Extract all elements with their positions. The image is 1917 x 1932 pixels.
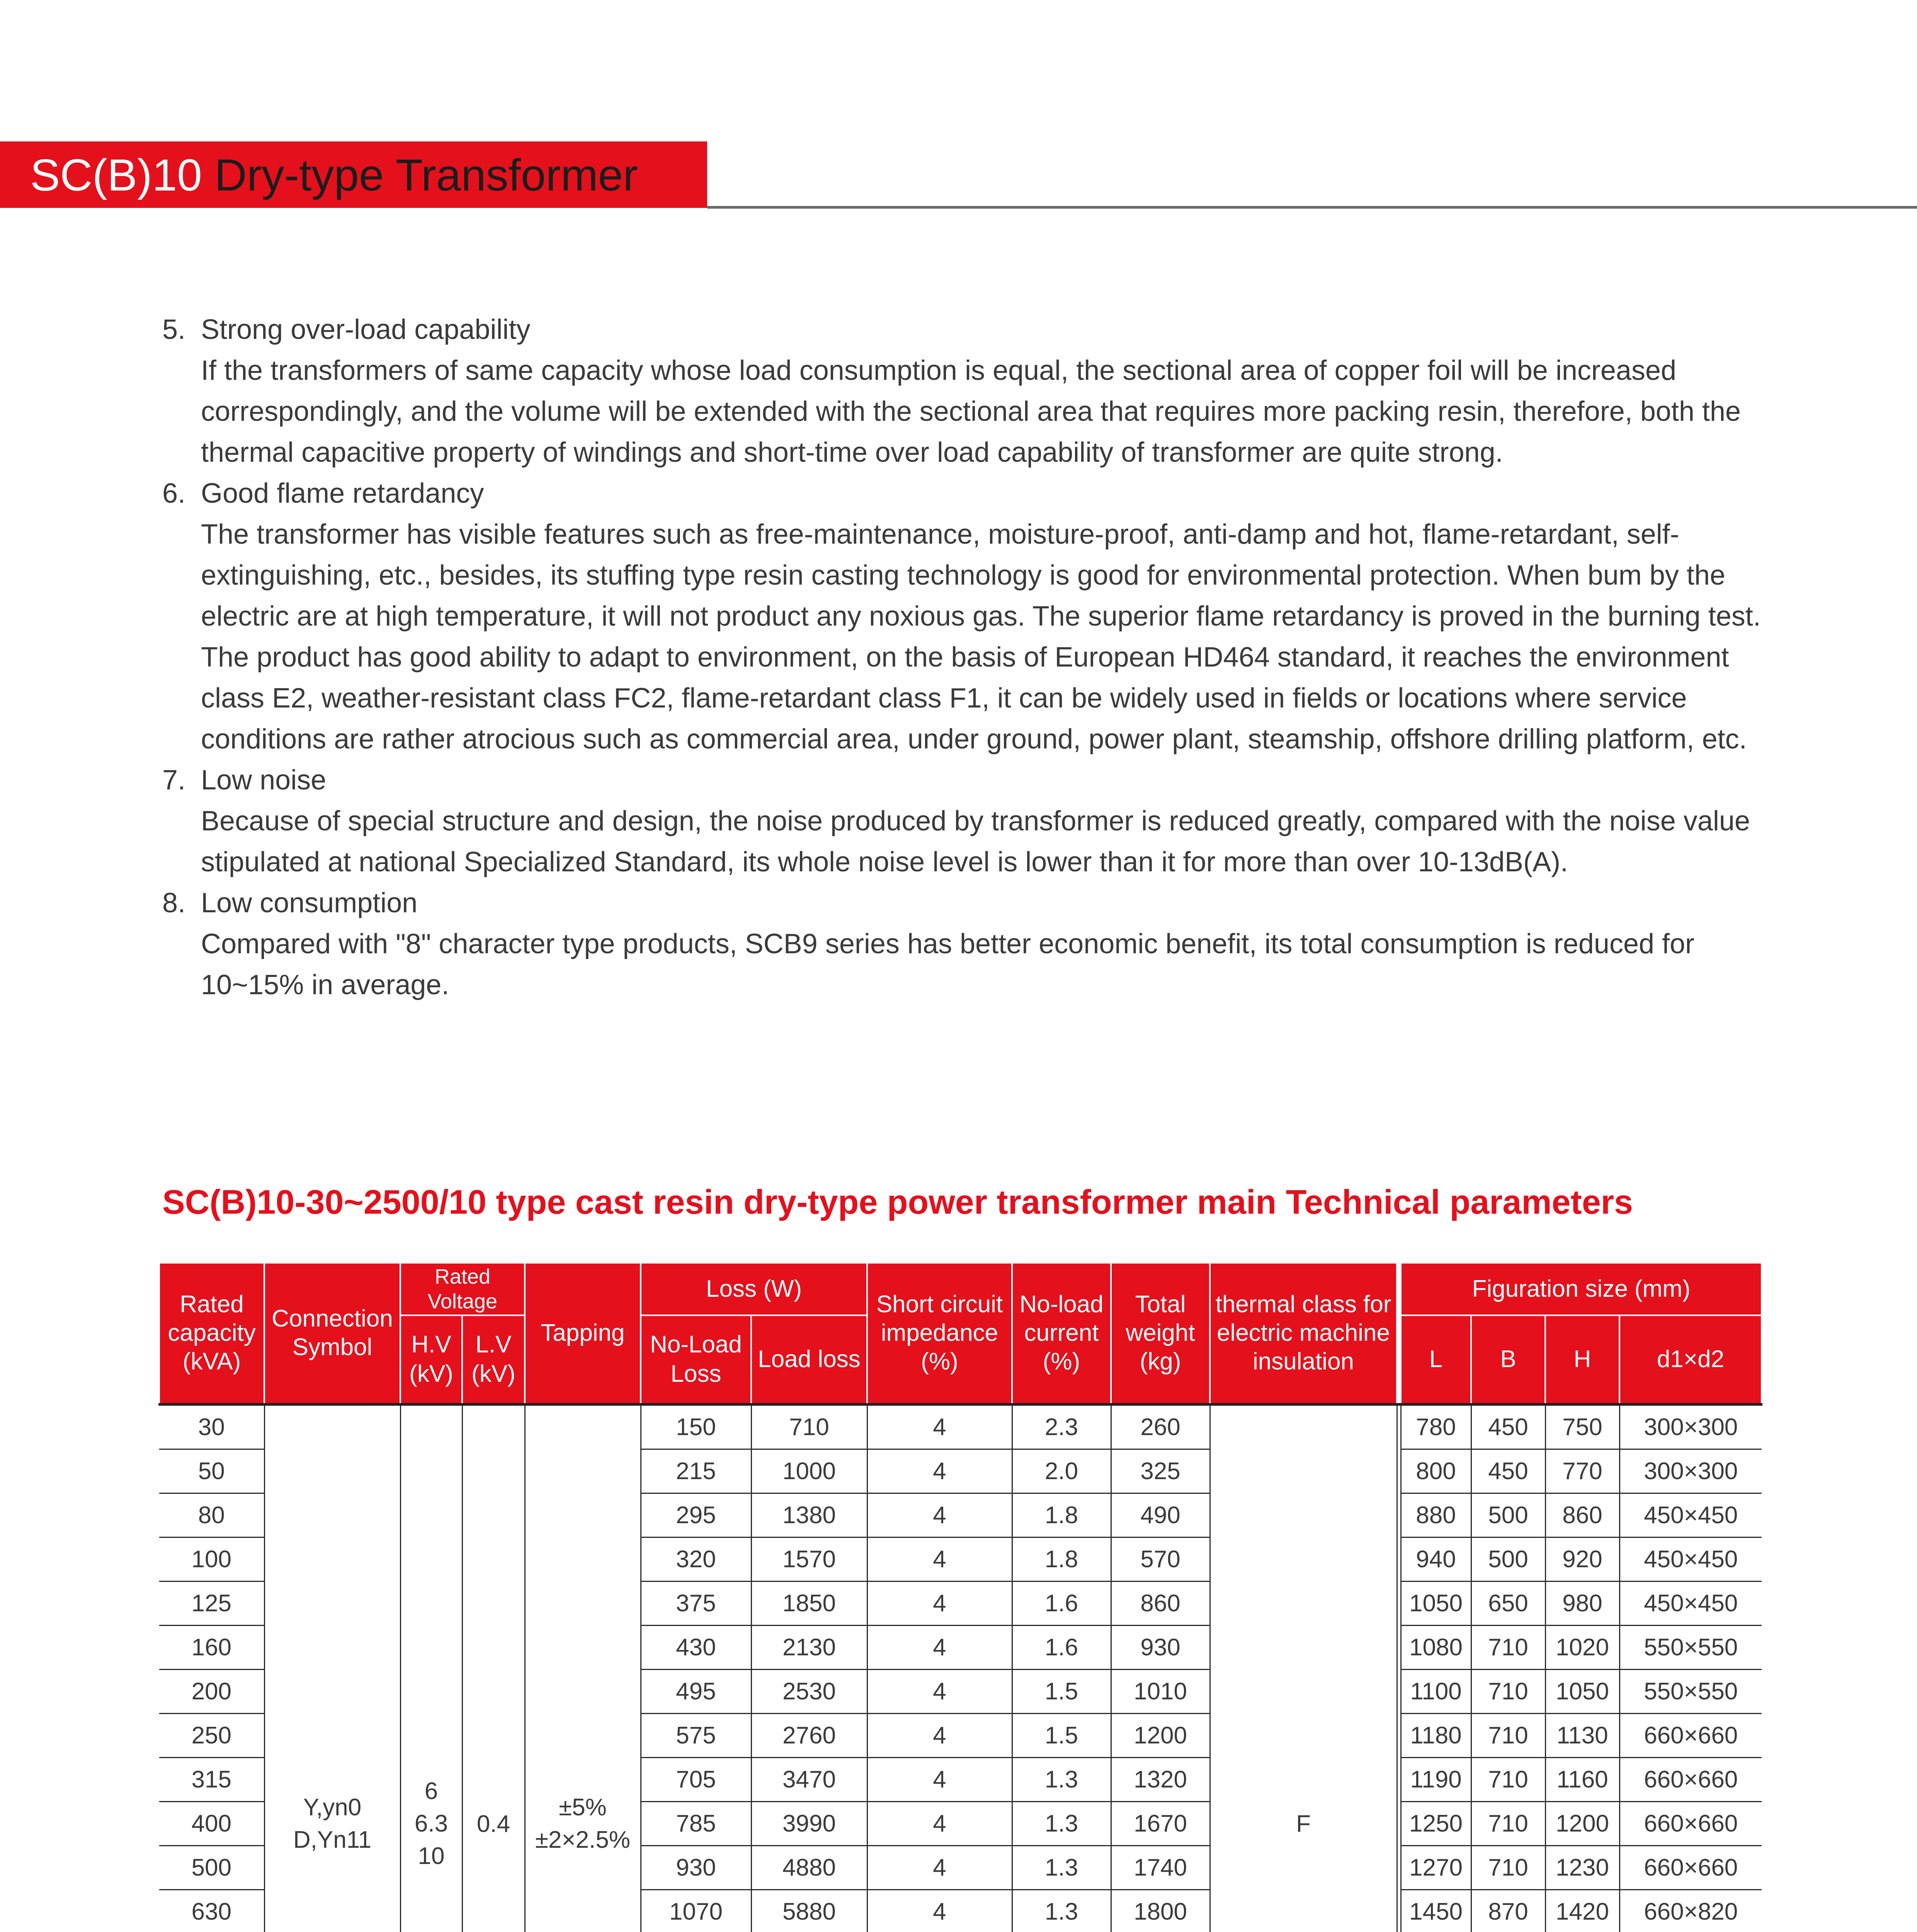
cell-load-loss: 1380 bbox=[751, 1493, 867, 1537]
cell-no-load-loss: 295 bbox=[641, 1493, 751, 1537]
cell-thermal-class: F bbox=[1210, 1404, 1397, 1932]
cell-L: 1250 bbox=[1401, 1801, 1471, 1845]
cell-load-loss: 5880 bbox=[751, 1889, 867, 1932]
cell-load-loss: 3470 bbox=[751, 1757, 867, 1801]
feature-item bbox=[162, 309, 1766, 473]
cell-capacity: 125 bbox=[159, 1581, 264, 1625]
cell-capacity: 400 bbox=[159, 1801, 264, 1845]
cell-d1d2: 660×660 bbox=[1619, 1713, 1762, 1757]
title-prefix: SC(B)10 bbox=[30, 150, 202, 200]
cell-B: 870 bbox=[1471, 1889, 1545, 1932]
header-B: B bbox=[1471, 1315, 1545, 1404]
cell-H: 1130 bbox=[1545, 1713, 1619, 1757]
feature-number: 7. bbox=[162, 765, 186, 796]
cell-total-weight: 1740 bbox=[1111, 1845, 1210, 1889]
title-rest: Dry-type Transformer bbox=[202, 150, 638, 200]
cell-no-load-current: 1.3 bbox=[1012, 1889, 1111, 1932]
cell-connection-symbol bbox=[264, 1404, 400, 1932]
cell-B: 710 bbox=[1471, 1845, 1545, 1889]
cell-H: 1200 bbox=[1545, 1801, 1619, 1845]
cell-no-load-loss: 1070 bbox=[641, 1889, 751, 1932]
feature-item bbox=[162, 883, 1766, 1005]
cell-B: 450 bbox=[1471, 1404, 1545, 1449]
cell-capacity: 200 bbox=[159, 1669, 264, 1713]
header-rated-capacity: Rated capacity (kVA) bbox=[159, 1263, 264, 1404]
cell-B: 500 bbox=[1471, 1537, 1545, 1581]
cell-total-weight: 1010 bbox=[1111, 1669, 1210, 1713]
table-row bbox=[159, 1404, 1762, 1449]
cell-d1d2: 550×550 bbox=[1619, 1669, 1762, 1713]
cell-load-loss: 1850 bbox=[751, 1581, 867, 1625]
feature-heading: Low consumption bbox=[201, 888, 418, 918]
cell-impedance: 4 bbox=[867, 1757, 1012, 1801]
cell-L: 1100 bbox=[1401, 1669, 1471, 1713]
cell-no-load-loss: 705 bbox=[641, 1757, 751, 1801]
spec-table-body bbox=[159, 1404, 1762, 1932]
header-rated-voltage: Rated Voltage bbox=[400, 1263, 525, 1315]
cell-lv: 0.4 bbox=[462, 1404, 525, 1932]
cell-total-weight: 930 bbox=[1111, 1625, 1210, 1669]
cell-load-loss: 2530 bbox=[751, 1669, 867, 1713]
feature-item bbox=[162, 473, 1766, 760]
header-L: L bbox=[1401, 1315, 1471, 1404]
cell-gap bbox=[1397, 1404, 1401, 1932]
cell-no-load-loss: 320 bbox=[641, 1537, 751, 1581]
cell-H: 750 bbox=[1545, 1404, 1619, 1449]
cell-no-load-current: 1.3 bbox=[1012, 1801, 1111, 1845]
cell-load-loss: 4880 bbox=[751, 1845, 867, 1889]
cell-impedance: 4 bbox=[867, 1845, 1012, 1889]
cell-no-load-current: 1.8 bbox=[1012, 1493, 1111, 1537]
cell-no-load-loss: 575 bbox=[641, 1713, 751, 1757]
cell-capacity: 250 bbox=[159, 1713, 264, 1757]
table-title: SC(B)10-30~2500/10 type cast resin dry-type power transformer main Technical parameters bbox=[162, 1183, 1633, 1221]
hv-line: 6.3 bbox=[414, 1810, 448, 1837]
cell-d1d2: 550×550 bbox=[1619, 1625, 1762, 1669]
cell-d1d2: 450×450 bbox=[1619, 1493, 1762, 1537]
cell-H: 1230 bbox=[1545, 1845, 1619, 1889]
cell-impedance: 4 bbox=[867, 1669, 1012, 1713]
cell-impedance: 4 bbox=[867, 1889, 1012, 1932]
feature-text: If the transformers of same capacity whose load consumption is equal, the sectional area of copper foil will be increased correspondingly, and the volume will be extended with the sectional area that requires more packing resin, therefore, both the thermal capacitive property of windings and short-time over load capability of transformer are quite strong. bbox=[201, 355, 1741, 468]
cell-d1d2: 660×660 bbox=[1619, 1845, 1762, 1889]
cell-no-load-current: 2.3 bbox=[1012, 1404, 1111, 1449]
cell-capacity: 315 bbox=[159, 1757, 264, 1801]
cell-B: 710 bbox=[1471, 1625, 1545, 1669]
header-no-load-current: No-load current (%) bbox=[1012, 1263, 1111, 1404]
cell-total-weight: 1320 bbox=[1111, 1757, 1210, 1801]
cell-no-load-loss: 495 bbox=[641, 1669, 751, 1713]
cell-d1d2: 300×300 bbox=[1619, 1404, 1762, 1449]
header-no-load-loss: No-Load Loss bbox=[641, 1315, 751, 1404]
cell-total-weight: 260 bbox=[1111, 1404, 1210, 1449]
cell-total-weight: 1200 bbox=[1111, 1713, 1210, 1757]
cell-B: 450 bbox=[1471, 1449, 1545, 1493]
feature-text: The transformer has visible features such as free-maintenance, moisture-proof, anti-damp and hot, flame-retardant, self-extinguishing, etc., besides, its stuffing type resin casting technology is good for environmental protection. When bum by the electric are at high temperature, it will not product any noxious gas. The superior flame retardancy is proved in the burning test. The product has good ability to adapt to environment, on the basis of European HD464 standard, it reaches the environment class E2, weather-resistant class FC2, flame-retardant class F1, it can be widely used in fields or locations where service conditions are rather atrocious such as commercial area, under ground, power plant, steamship, offshore drilling platform, etc. bbox=[201, 519, 1761, 755]
page-title bbox=[30, 144, 638, 206]
cell-no-load-loss: 930 bbox=[641, 1845, 751, 1889]
connection-symbol-line: D,Yn11 bbox=[293, 1827, 372, 1853]
cell-total-weight: 1800 bbox=[1111, 1889, 1210, 1932]
feature-number: 5. bbox=[162, 314, 186, 345]
header-H: H bbox=[1545, 1315, 1619, 1404]
cell-H: 980 bbox=[1545, 1581, 1619, 1625]
cell-B: 710 bbox=[1471, 1801, 1545, 1845]
cell-L: 1270 bbox=[1401, 1845, 1471, 1889]
cell-load-loss: 2130 bbox=[751, 1625, 867, 1669]
feature-text: Compared with "8" character type products, SCB9 series has better economic benefit, its total consumption is reduced for 10~15% in average. bbox=[201, 929, 1695, 1000]
feature-item bbox=[162, 760, 1766, 883]
cell-no-load-loss: 375 bbox=[641, 1581, 751, 1625]
cell-load-loss: 2760 bbox=[751, 1713, 867, 1757]
header-figuration: Figuration size (mm) bbox=[1401, 1263, 1762, 1315]
header-total-weight: Total weight (kg) bbox=[1111, 1263, 1210, 1404]
cell-no-load-loss: 150 bbox=[641, 1404, 751, 1449]
cell-L: 940 bbox=[1401, 1537, 1471, 1581]
cell-capacity: 160 bbox=[159, 1625, 264, 1669]
cell-impedance: 4 bbox=[867, 1493, 1012, 1537]
cell-L: 780 bbox=[1401, 1404, 1471, 1449]
cell-H: 1050 bbox=[1545, 1669, 1619, 1713]
title-divider bbox=[707, 206, 1917, 209]
cell-H: 860 bbox=[1545, 1493, 1619, 1537]
feature-heading: Good flame retardancy bbox=[201, 478, 484, 509]
cell-H: 1020 bbox=[1545, 1625, 1619, 1669]
cell-no-load-loss: 215 bbox=[641, 1449, 751, 1493]
cell-L: 1050 bbox=[1401, 1581, 1471, 1625]
cell-total-weight: 570 bbox=[1111, 1537, 1210, 1581]
cell-d1d2: 660×660 bbox=[1619, 1757, 1762, 1801]
cell-B: 710 bbox=[1471, 1757, 1545, 1801]
tapping-line: ±2×2.5% bbox=[535, 1827, 631, 1853]
cell-H: 920 bbox=[1545, 1537, 1619, 1581]
cell-no-load-current: 1.5 bbox=[1012, 1713, 1111, 1757]
header-impedance: Short circuit impedance (%) bbox=[867, 1263, 1012, 1404]
cell-L: 1190 bbox=[1401, 1757, 1471, 1801]
cell-impedance: 4 bbox=[867, 1625, 1012, 1669]
header-thermal-class: thermal class for electric machine insulation bbox=[1210, 1263, 1397, 1404]
header-hv: H.V (kV) bbox=[400, 1315, 462, 1404]
header-load-loss: Load loss bbox=[751, 1315, 867, 1404]
feature-heading: Strong over-load capability bbox=[201, 314, 531, 345]
cell-tapping bbox=[525, 1404, 641, 1932]
hv-line: 6 bbox=[424, 1778, 438, 1804]
connection-symbol-line: Y,yn0 bbox=[303, 1794, 362, 1821]
cell-H: 1420 bbox=[1545, 1889, 1619, 1932]
cell-capacity: 80 bbox=[159, 1493, 264, 1537]
cell-no-load-loss: 430 bbox=[641, 1625, 751, 1669]
header-lv: L.V (kV) bbox=[462, 1315, 525, 1404]
cell-H: 1160 bbox=[1545, 1757, 1619, 1801]
cell-d1d2: 660×660 bbox=[1619, 1801, 1762, 1845]
cell-H: 770 bbox=[1545, 1449, 1619, 1493]
cell-impedance: 4 bbox=[867, 1713, 1012, 1757]
cell-load-loss: 1570 bbox=[751, 1537, 867, 1581]
header-loss: Loss (W) bbox=[641, 1263, 867, 1315]
hv-line: 10 bbox=[418, 1843, 445, 1869]
cell-impedance: 4 bbox=[867, 1801, 1012, 1845]
cell-L: 1180 bbox=[1401, 1713, 1471, 1757]
cell-d1d2: 450×450 bbox=[1619, 1537, 1762, 1581]
cell-no-load-current: 1.6 bbox=[1012, 1581, 1111, 1625]
cell-no-load-current: 1.8 bbox=[1012, 1537, 1111, 1581]
cell-impedance: 4 bbox=[867, 1404, 1012, 1449]
feature-text: Because of special structure and design, the noise produced by transformer is reduced greatly, compared with the noise value stipulated at national Specialized Standard, its whole noise level is lower than it for more than over 10-13dB(A). bbox=[201, 806, 1750, 878]
feature-number: 8. bbox=[162, 888, 186, 918]
cell-d1d2: 300×300 bbox=[1619, 1449, 1762, 1493]
cell-B: 710 bbox=[1471, 1713, 1545, 1757]
cell-B: 650 bbox=[1471, 1581, 1545, 1625]
cell-impedance: 4 bbox=[867, 1537, 1012, 1581]
cell-total-weight: 1670 bbox=[1111, 1801, 1210, 1845]
cell-load-loss: 1000 bbox=[751, 1449, 867, 1493]
cell-no-load-current: 1.3 bbox=[1012, 1845, 1111, 1889]
cell-impedance: 4 bbox=[867, 1581, 1012, 1625]
cell-capacity: 50 bbox=[159, 1449, 264, 1493]
cell-load-loss: 3990 bbox=[751, 1801, 867, 1845]
cell-no-load-current: 1.3 bbox=[1012, 1757, 1111, 1801]
cell-load-loss: 710 bbox=[751, 1404, 867, 1449]
cell-total-weight: 325 bbox=[1111, 1449, 1210, 1493]
cell-hv bbox=[400, 1404, 462, 1932]
cell-no-load-current: 1.5 bbox=[1012, 1669, 1111, 1713]
header-d1d2: d1×d2 bbox=[1619, 1315, 1762, 1404]
cell-L: 880 bbox=[1401, 1493, 1471, 1537]
cell-capacity: 630 bbox=[159, 1889, 264, 1932]
feature-list bbox=[162, 309, 1766, 1005]
cell-no-load-current: 1.6 bbox=[1012, 1625, 1111, 1669]
cell-no-load-loss: 785 bbox=[641, 1801, 751, 1845]
spec-table bbox=[158, 1262, 1762, 1932]
cell-capacity: 500 bbox=[159, 1845, 264, 1889]
cell-impedance: 4 bbox=[867, 1449, 1012, 1493]
cell-L: 800 bbox=[1401, 1449, 1471, 1493]
cell-no-load-current: 2.0 bbox=[1012, 1449, 1111, 1493]
cell-total-weight: 860 bbox=[1111, 1581, 1210, 1625]
header-gap bbox=[1397, 1263, 1401, 1404]
tapping-line: ±5% bbox=[559, 1794, 607, 1821]
cell-L: 1450 bbox=[1401, 1889, 1471, 1932]
cell-B: 500 bbox=[1471, 1493, 1545, 1537]
cell-L: 1080 bbox=[1401, 1625, 1471, 1669]
cell-d1d2: 450×450 bbox=[1619, 1581, 1762, 1625]
cell-capacity: 100 bbox=[159, 1537, 264, 1581]
cell-B: 710 bbox=[1471, 1669, 1545, 1713]
cell-total-weight: 490 bbox=[1111, 1493, 1210, 1537]
cell-d1d2: 660×820 bbox=[1619, 1889, 1762, 1932]
feature-number: 6. bbox=[162, 478, 186, 509]
feature-heading: Low noise bbox=[201, 765, 327, 796]
cell-capacity: 30 bbox=[159, 1404, 264, 1449]
header-connection-symbol: Connection Symbol bbox=[264, 1263, 400, 1404]
header-tapping: Tapping bbox=[525, 1263, 641, 1404]
